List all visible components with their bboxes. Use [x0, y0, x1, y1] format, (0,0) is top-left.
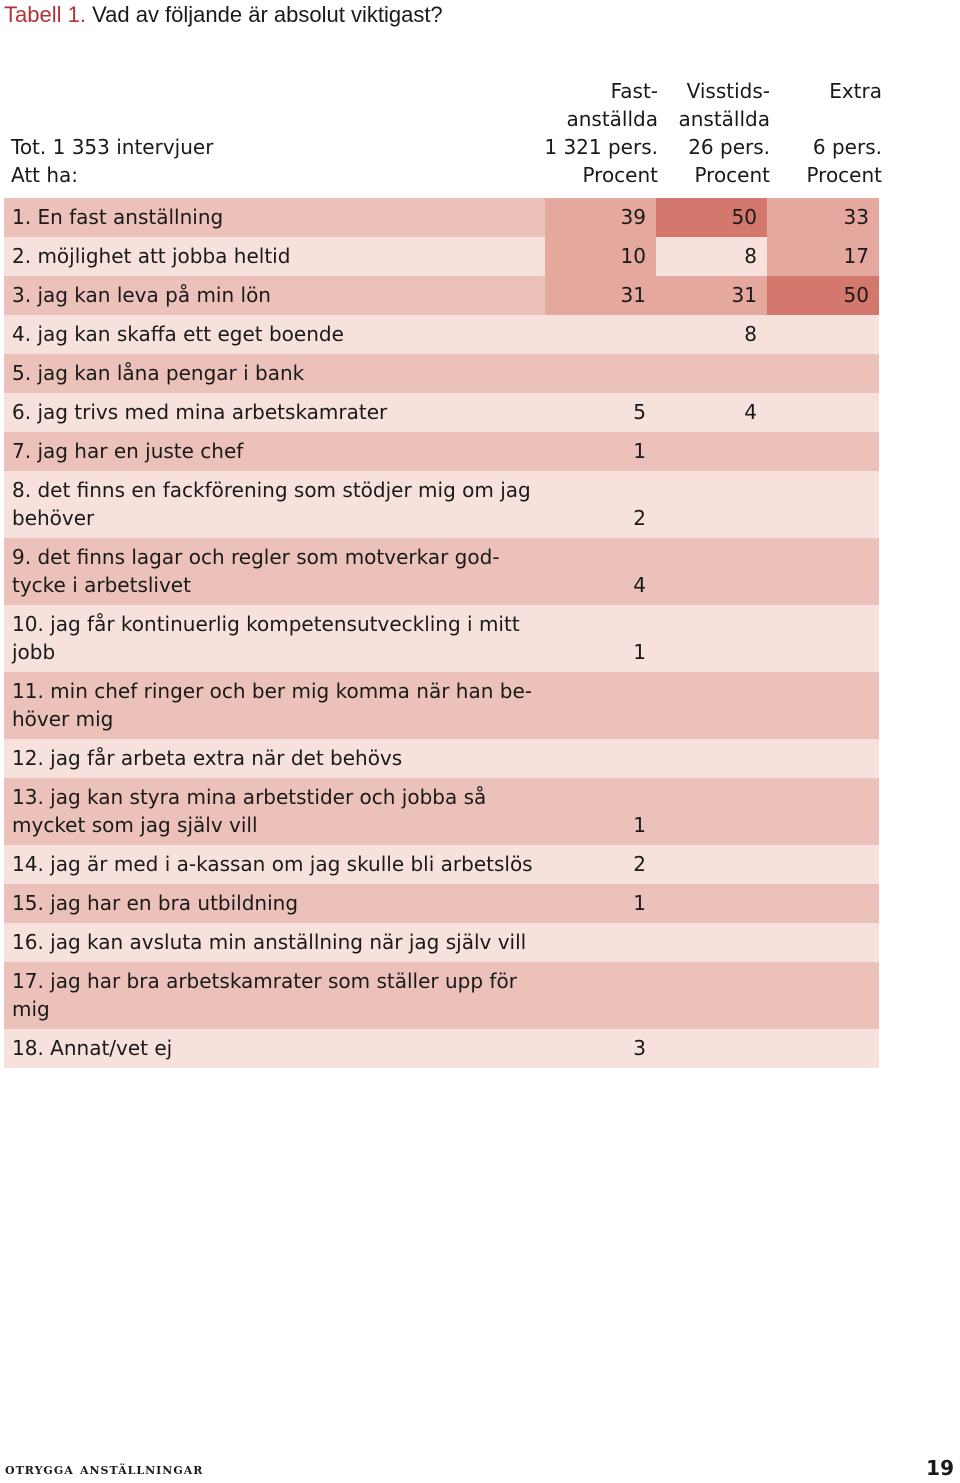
table-number: Tabell 1.	[4, 2, 86, 27]
header-extra: Extra 6 pers. Procent	[806, 79, 882, 187]
row-value-c2	[656, 605, 767, 672]
row-value-c2	[656, 884, 767, 923]
row-value-c2: 31	[656, 276, 767, 315]
row-value-c1: 1	[633, 439, 646, 463]
row-label: 3. jag kan leva på min lön	[12, 283, 271, 307]
row-value-c2: 4	[744, 400, 757, 424]
row-value-c2	[656, 432, 767, 471]
table-title	[4, 2, 443, 28]
table-row	[4, 962, 879, 1029]
row-label: 15. jag har en bra utbildning	[12, 891, 299, 915]
row-label: 4. jag kan skaffa ett eget boende	[12, 322, 344, 346]
row-value-c1: 1	[633, 813, 646, 837]
header-total: Tot. 1 353 intervjuer Att ha:	[11, 135, 214, 187]
row-value-c2	[656, 845, 767, 884]
row-value-c3	[767, 538, 879, 605]
row-value-c3: 50	[767, 276, 879, 315]
table-row	[4, 739, 879, 778]
row-value-c3	[767, 315, 879, 354]
table-row	[4, 1029, 879, 1068]
row-label: 18. Annat/vet ej	[12, 1036, 173, 1060]
page-number: 19	[926, 1456, 954, 1480]
row-value-c1	[545, 354, 656, 393]
row-label: 13. jag kan styra mina arbetstider och jobba så mycket som jag själv vill	[12, 785, 487, 837]
row-value-c2	[656, 672, 767, 739]
row-label: 9. det finns lagar och regler som motverkar god- tycke i arbetslivet	[12, 545, 500, 597]
row-value-c3: 33	[767, 198, 879, 237]
footer-publication: otrygga anställningar	[5, 1460, 204, 1478]
header-fastanstallda: Fast- anställda 1 321 pers. Procent	[544, 79, 658, 187]
row-label: 16. jag kan avsluta min anställning när jag själv vill	[12, 930, 527, 954]
table-row	[4, 354, 879, 393]
row-value-c3	[767, 1029, 879, 1068]
table-row	[4, 884, 879, 923]
table-row	[4, 315, 879, 354]
row-value-c1: 2	[633, 506, 646, 530]
row-label: 1. En fast anställning	[12, 205, 224, 229]
header-visstidsanstallda: Visstids- anställda 26 pers. Procent	[678, 79, 770, 187]
row-value-c1	[545, 315, 656, 354]
row-value-c3	[767, 739, 879, 778]
table-row	[4, 672, 879, 739]
row-value-c2	[656, 354, 767, 393]
row-value-c1: 1	[633, 640, 646, 664]
row-value-c1	[545, 672, 656, 739]
table-question: Vad av följande är absolut viktigast?	[92, 2, 443, 27]
row-value-c1: 10	[545, 237, 656, 276]
row-value-c3	[767, 471, 879, 538]
row-value-c3	[767, 354, 879, 393]
table-row	[4, 432, 879, 471]
row-value-c1: 4	[633, 573, 646, 597]
row-label: 10. jag får kontinuerlig kompetensutveckling i mitt jobb	[12, 612, 520, 664]
row-value-c2	[656, 739, 767, 778]
row-value-c2	[656, 962, 767, 1029]
row-value-c1: 39	[545, 198, 656, 237]
row-value-c2	[656, 1029, 767, 1068]
row-value-c2: 8	[744, 322, 757, 346]
results-table	[4, 198, 879, 1068]
row-value-c3	[767, 962, 879, 1029]
table-row	[4, 276, 879, 315]
row-value-c1	[545, 923, 656, 962]
row-value-c3	[767, 432, 879, 471]
row-value-c1: 2	[633, 852, 646, 876]
row-value-c2	[656, 923, 767, 962]
row-value-c1	[545, 739, 656, 778]
table-row	[4, 845, 879, 884]
row-value-c3: 17	[767, 237, 879, 276]
row-value-c1: 31	[545, 276, 656, 315]
row-value-c1	[545, 962, 656, 1029]
row-value-c3	[767, 845, 879, 884]
row-label: 2. möjlighet att jobba heltid	[12, 244, 291, 268]
row-value-c3	[767, 778, 879, 845]
row-value-c2: 8	[656, 237, 767, 276]
row-value-c3	[767, 923, 879, 962]
row-label: 11. min chef ringer och ber mig komma när han be- höver mig	[12, 679, 532, 731]
row-label: 6. jag trivs med mina arbetskamrater	[12, 400, 388, 424]
table-row	[4, 538, 879, 605]
table-row	[4, 778, 879, 845]
row-value-c3	[767, 605, 879, 672]
row-value-c2	[656, 471, 767, 538]
row-value-c1: 5	[633, 400, 646, 424]
row-value-c3	[767, 884, 879, 923]
row-label: 8. det finns en fackförening som stödjer mig om jag behöver	[12, 478, 531, 530]
row-value-c1: 3	[633, 1036, 646, 1060]
row-label: 5. jag kan låna pengar i bank	[12, 361, 305, 385]
row-value-c2: 50	[656, 198, 767, 237]
row-value-c2	[656, 778, 767, 845]
row-value-c3	[767, 672, 879, 739]
table-row	[4, 237, 879, 276]
table-row	[4, 393, 879, 432]
table-row	[4, 471, 879, 538]
table-row	[4, 605, 879, 672]
row-value-c2	[656, 538, 767, 605]
row-value-c3	[767, 393, 879, 432]
row-label: 14. jag är med i a-kassan om jag skulle bli arbetslös	[12, 852, 533, 876]
table-row	[4, 198, 879, 237]
table-row	[4, 923, 879, 962]
row-value-c1: 1	[633, 891, 646, 915]
row-label: 7. jag har en juste chef	[12, 439, 244, 463]
row-label: 17. jag har bra arbetskamrater som ställer upp för mig	[12, 969, 517, 1021]
row-label: 12. jag får arbeta extra när det behövs	[12, 746, 403, 770]
